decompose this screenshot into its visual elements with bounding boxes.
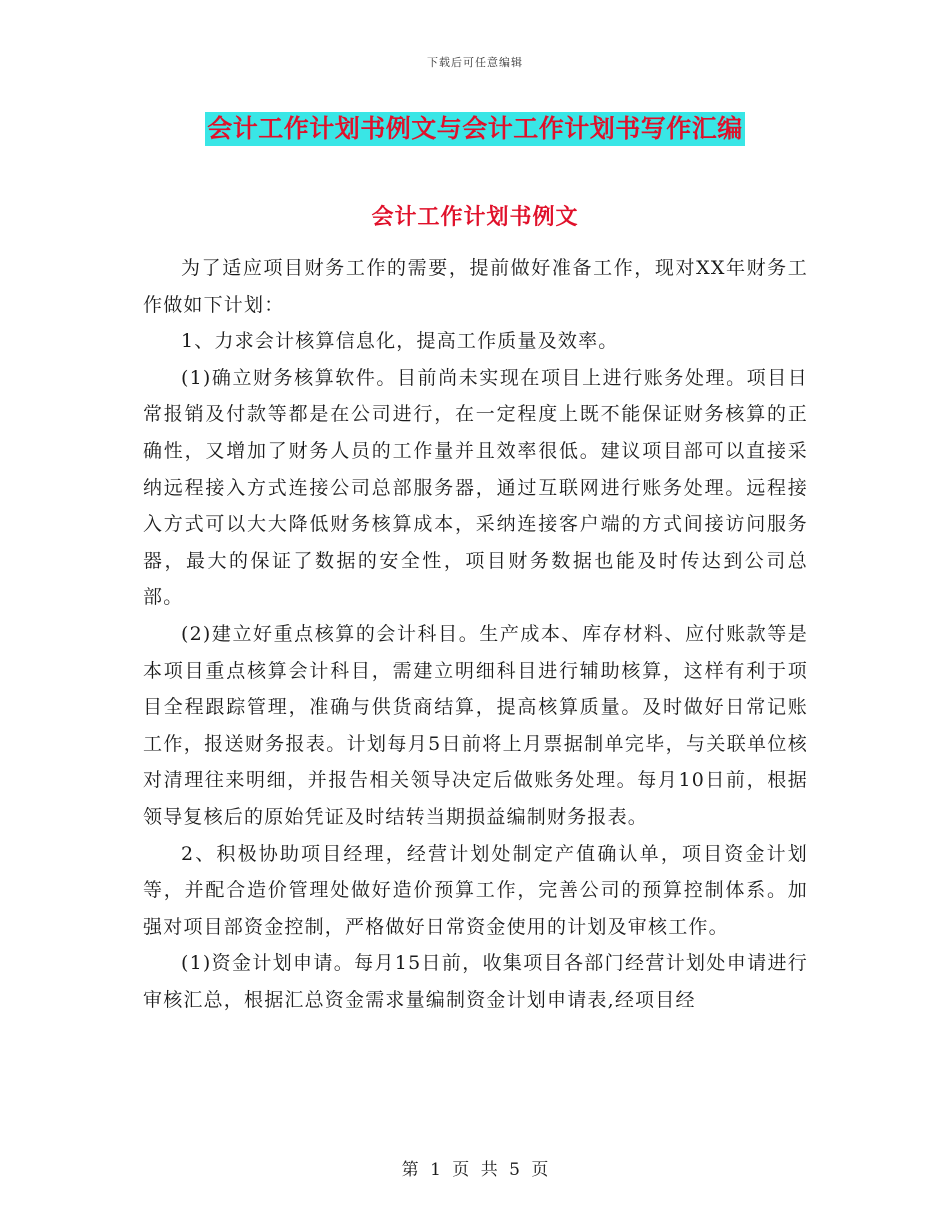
main-title: 会计工作计划书例文与会计工作计划书写作汇编	[205, 112, 745, 146]
paragraph-item-1-1: (1)确立财务核算软件。目前尚未实现在项目上进行账务处理。项目日常报销及付款等都是在公司进行，在一定程度上既不能保证财务核算的正确性，又增加了财务人员的工作量并且效率很低。建议项目部可以直接采纳远程接入方式连接公司总部服务器，通过互联网进行账务处理。远程接入方式可以大大降低财务核算成本，采纳连接客户端的方式间接访问服务器，最大的保证了数据的安全性，项目财务数据也能及时传达到公司总部。	[143, 366, 808, 609]
paragraph-item-1: 1、力求会计核算信息化，提高工作质量及效率。	[181, 330, 619, 353]
header-note: 下载后可任意编辑	[427, 56, 523, 69]
paragraph-intro: 为了适应项目财务工作的需要，提前做好准备工作，现对XX年财务工作做如下计划：	[143, 257, 808, 316]
paragraph-item-2: 2、积极协助项目经理，经营计划处制定产值确认单，项目资金计划等，并配合造价管理处做好造价预算工作，完善公司的预算控制体系。加强对项目部资金控制，严格做好日常资金使用的计划及审核工作。	[143, 842, 808, 938]
section-title: 会计工作计划书例文	[371, 204, 579, 230]
page-footer: 第 1 页 共 5 页	[401, 1160, 549, 1180]
body-text	[143, 250, 808, 1018]
paragraph-item-2-1: (1)资金计划申请。每月15日前，收集项目各部门经营计划处申请进行审核汇总，根据汇总资金需求量编制资金计划申请表,经项目经	[143, 952, 808, 1011]
paragraph-item-1-2: (2)建立好重点核算的会计科目。生产成本、库存材料、应付账款等是本项目重点核算会计科目，需建立明细科目进行辅助核算，这样有利于项目全程跟踪管理，准确与供货商结算，提高核算质量。及时做好日常记账工作，报送财务报表。计划每月5日前将上月票据制单完毕，与关联单位核对清理往来明细，并报告相关领导决定后做账务处理。每月10日前，根据领导复核后的原始凭证及时结转当期损益编制财务报表。	[143, 622, 808, 828]
main-title-container	[0, 112, 950, 146]
